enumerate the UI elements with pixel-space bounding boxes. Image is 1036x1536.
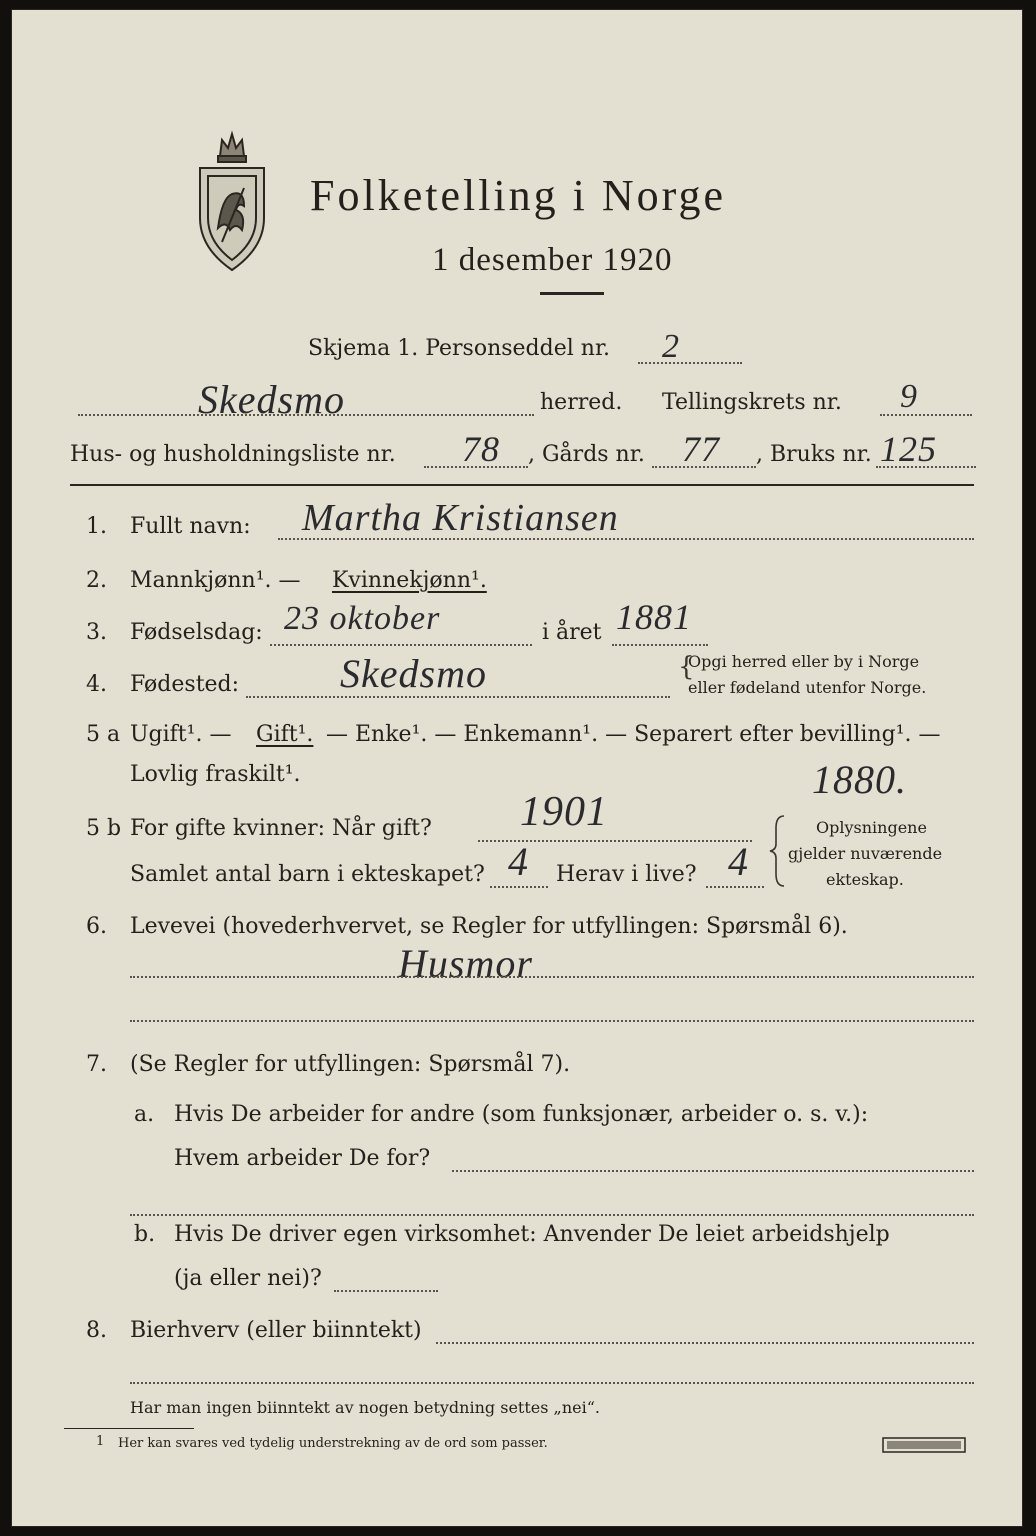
q7-label: (Se Regler for utfyllingen: Spørsmål 7). — [130, 1052, 571, 1077]
full-name-value: Martha Kristiansen — [302, 497, 619, 539]
skjema-label: Skjema 1. Personseddel nr. — [308, 336, 611, 361]
gards-label: , Gårds nr. — [528, 442, 645, 467]
q2-mannkjonn: Mannkjønn¹. — — [130, 568, 301, 593]
q1-number: 1. — [86, 514, 107, 539]
gards-value: 77 — [682, 429, 720, 469]
census-date: 1 desember 1920 — [432, 242, 673, 278]
alive-label: Herav i live? — [556, 862, 697, 887]
tellingskrets-value: 9 — [900, 378, 918, 415]
q5b-note-line2: gjelder nuværende — [788, 844, 943, 863]
husliste-value: 78 — [462, 429, 500, 469]
personseddel-field[interactable] — [638, 362, 742, 364]
year-label: i året — [542, 620, 602, 645]
q4-note-brace: { — [678, 652, 695, 682]
q2-number: 2. — [86, 568, 107, 593]
q8-note: Har man ingen biinntekt av nogen betydning settes „nei“. — [130, 1398, 600, 1417]
q7a-text: Hvis De arbeider for andre (som funksjonær, arbeider o. s. v.): — [174, 1102, 869, 1127]
q5b-note-brace — [768, 814, 788, 888]
q5a-fraskilt: Lovlig fraskilt¹. — [130, 762, 301, 787]
q3-label: Fødselsdag: — [130, 620, 263, 645]
q7b-text: Hvis De driver egen virksomhet: Anvender De leiet arbeidshjelp — [174, 1222, 890, 1247]
census-form-page — [12, 10, 1022, 1526]
q1-label: Fullt navn: — [130, 514, 251, 539]
footnote-text: Her kan svares ved tydelig understrekning av de ord som passer. — [118, 1436, 548, 1451]
q2-kvinnekjonn-underlined: Kvinnekjønn¹. — [332, 568, 487, 593]
herred-value: Skedsmo — [198, 377, 345, 422]
occupation-field-line1[interactable] — [130, 976, 974, 978]
coat-of-arms-icon — [192, 118, 272, 278]
q6-label: Levevei (hovederhvervet, se Regler for utfyllingen: Spørsmål 6). — [130, 914, 848, 939]
herred-label: herred. — [540, 390, 623, 415]
birth-year-value: 1881 — [616, 597, 692, 637]
q3-number: 3. — [86, 620, 107, 645]
side-income-field-line2[interactable] — [130, 1382, 974, 1384]
q8-number: 8. — [86, 1318, 107, 1343]
q5b-label: For gifte kvinner: Når gift? — [130, 816, 432, 841]
birthplace-value: Skedsmo — [340, 651, 487, 696]
footnote-rule — [64, 1428, 194, 1429]
q4-note-line2: eller fødeland utenfor Norge. — [688, 678, 927, 697]
title-divider — [540, 292, 604, 295]
employer-field-line2[interactable] — [130, 1214, 974, 1216]
q4-label: Fødested: — [130, 672, 240, 697]
birthday-value: 23 oktober — [284, 600, 441, 637]
alive-value: 4 — [728, 839, 749, 884]
occupation-field-line2[interactable] — [130, 1020, 974, 1022]
q8-label: Bierhverv (eller biinntekt) — [130, 1318, 422, 1343]
tellingskrets-field[interactable] — [880, 414, 972, 416]
children-label: Samlet antal barn i ekteskapet? — [130, 862, 485, 887]
side-income-field[interactable] — [436, 1342, 974, 1344]
alive-field[interactable] — [706, 886, 764, 888]
occupation-value: Husmor — [398, 941, 533, 986]
q5b-number: 5 b — [86, 816, 122, 841]
q5a-gift-underlined: Gift¹. — [256, 722, 314, 747]
personseddel-value: 2 — [662, 328, 680, 365]
footnote-mark: 1 — [96, 1434, 105, 1449]
employer-field[interactable] — [452, 1170, 974, 1172]
q7b-question: (ja eller nei)? — [174, 1266, 322, 1291]
birth-year-field[interactable] — [612, 644, 708, 646]
printer-stamp-icon — [882, 1436, 966, 1454]
q5a-ugift: Ugift¹. — — [130, 722, 232, 747]
q4-number: 4. — [86, 672, 107, 697]
q5a-rest: — Enke¹. — Enkemann¹. — Separert efter bevilling¹. — — [326, 722, 941, 747]
q4-note-line1: Opgi herred eller by i Norge — [688, 652, 920, 671]
children-field[interactable] — [490, 886, 548, 888]
q7b-letter: b. — [134, 1222, 156, 1247]
bruks-value: 125 — [880, 429, 937, 469]
q5b-note-line3: ekteskap. — [826, 870, 904, 889]
q5a-number: 5 a — [86, 722, 121, 747]
husliste-label: Hus- og husholdningsliste nr. — [70, 442, 396, 467]
q7a-letter: a. — [134, 1102, 155, 1127]
q5b-note-line1: Oplysningene — [816, 818, 927, 837]
q7a-question: Hvem arbeider De for? — [174, 1146, 431, 1171]
form-title: Folketelling i Norge — [310, 171, 727, 220]
q7-number: 7. — [86, 1052, 107, 1077]
children-value: 4 — [508, 839, 529, 884]
margin-note-year: 1880. — [812, 757, 907, 802]
header-rule — [70, 484, 974, 486]
q6-number: 6. — [86, 914, 107, 939]
married-year-value: 1901 — [520, 789, 608, 835]
tellingskrets-label: Tellingskrets nr. — [662, 390, 842, 415]
bruks-label: , Bruks nr. — [756, 442, 872, 467]
birthday-field[interactable] — [270, 644, 532, 646]
hired-help-field[interactable] — [334, 1290, 438, 1292]
